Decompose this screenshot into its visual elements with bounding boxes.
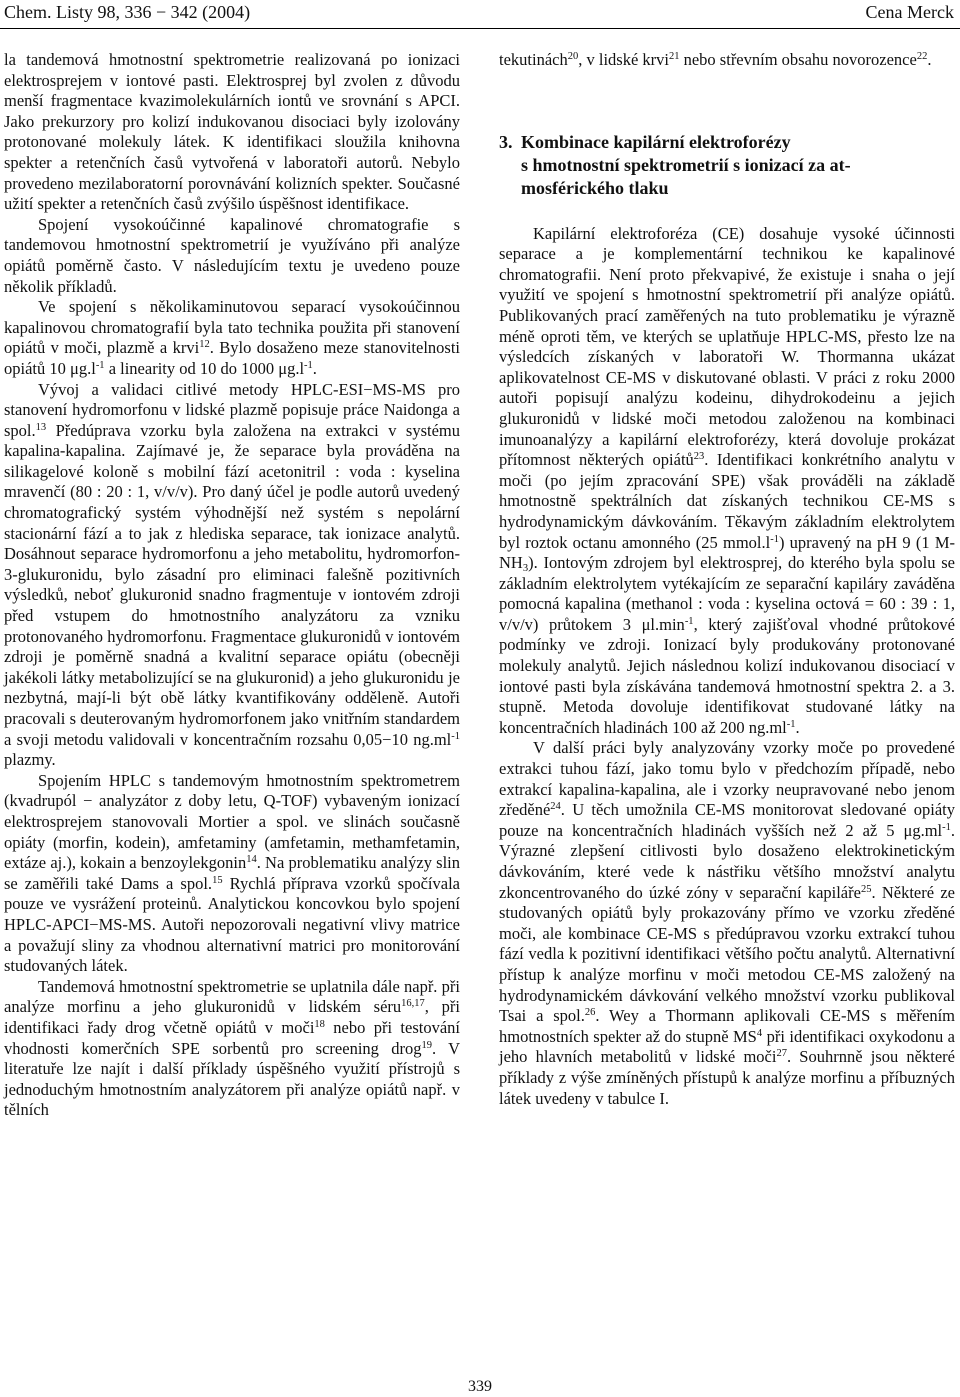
superscript: 4 xyxy=(756,1027,763,1039)
exponent: -1 xyxy=(786,718,796,730)
reference-25: 25 xyxy=(860,883,872,895)
section-title-line: Kombinace kapilární elektroforézy xyxy=(521,131,791,152)
reference-18: 18 xyxy=(314,1018,325,1030)
reference-14: 14 xyxy=(246,854,257,866)
exponent: -1 xyxy=(304,359,313,371)
reference-13: 13 xyxy=(35,421,47,433)
section-title-line: s hmotnostní spektrometrií s ionizací za at- xyxy=(521,154,851,175)
page-number: 339 xyxy=(468,1378,492,1395)
reference-19: 19 xyxy=(421,1039,432,1051)
left-column xyxy=(4,50,460,1121)
exponent: -1 xyxy=(942,821,951,833)
paragraph-ce-further: V další práci byly analyzovány vzorky moče po provedené extrakci tuhou fází, jako tomu bylo v předchozím případě, nebo extrakcí kapalina-kapalina, ale i vzorky neupravované nebo jenom zředěné$^{24}$. U těch umožnila CE-MS monitorovat sledované opiáty pouze na koncentračních hladinách vyšších než 2 až 5 $\mu g.ml^{-1}$. Výrazné zlepšení citlivosti bylo dosaženo elektrokinetickým dávkováním, které vede k nástřiku většího množství analytu zkoncentrovaného do úzké zóny v separační kapiláře$^{25}$. Některé ze studovaných opiátů byly prokazovány přímo ve vzorku zředěné moči, ale kombinace CE-MS s předúpravou vzorku extrakcí tuhou fází vedla k pozitivní identifikaci většího počtu analytů. Alternativní přístup k analýze morfinu v moči metodou CE-MS založený na hydrodynamickém dávkování velkého množství vzorku publikoval Tsai a spol.$^{26}$. Wey a Thormann aplikovali CE-MS s měřením hmotnostních spekter až do stupně $MS^4$ při identifikaci oxykodonu a jeho hlavních metabolitů v lidské moči$^{27}$. Souhrnně jsou některé příklady z výše zmíněných přístupů k analýze morfinu a příbuzných látek uvedeny v tabulce I. xyxy=(499,738,955,1108)
section-title-line: mosférického tlaku xyxy=(521,177,669,198)
reference-23: 23 xyxy=(693,451,705,463)
running-header xyxy=(0,0,960,28)
header-rule xyxy=(0,28,960,29)
reference-24: 24 xyxy=(550,801,561,813)
exponent: -1 xyxy=(95,359,105,371)
section-number: 3. xyxy=(499,131,513,152)
exponent: -1 xyxy=(684,615,694,627)
reference-22: 22 xyxy=(916,51,928,62)
subscript: 3 xyxy=(522,563,529,575)
paragraph-separation: Ve spojení s několikaminutovou separací vysokoúčinnou kapalinovou chromatografií byla tato technika použita při stanovení opiátů v moči, plazmě a krvi$^{12}$. Bylo dosaženo meze stanovitelnosti opiátů 10 $\mu g.l^{-1}$ a linearity od 10 do 1000 $\mu g.l^{-1}$. xyxy=(4,297,460,378)
reference-12: 12 xyxy=(199,339,210,351)
reference-16-17: 16,17 xyxy=(401,998,425,1010)
paragraph-qtof: Spojením HPLC s tandemovým hmotnostním spektrometrem (kvadrupól − analyzátor z doby letu, Q-TOF) vybaveným ionizací elektrosprejem stanovovali Mortier a spol. ve slinách současně opiáty (morfin, kodein), amfetaminy (amfetamin, methamfetamin, extáze aj.), kokain a benzoylekgonin$^{14}$. Na problematiku analýzy slin se zaměřili také Dams a spol.$^{15}$ Rychlá příprava vzorků spočívala pouze ve vysrážení proteinů. Analytickou koncovkou bylo spojení HPLC-APCI−MS-MS. Autoři nepozorovali negativní vlivy matrice a považují sliny za vhodnou alternativní matrici pro monitorování studovaných látek. xyxy=(4,770,460,976)
paragraph-hplc-intro: Spojení vysokoúčinné kapalinové chromatografie s tandemovou hmotnostní spektrometrií je využíváno při analýze opiátů poměrně často. V následujícím textu je uvedeno pouze několik příkladů. xyxy=(4,214,460,296)
reference-21: 21 xyxy=(668,51,680,62)
paragraph-continued: tekutinách$^{20}$, v lidské krvi$^{21}$ nebo střevním obsahu novorozence$^{22}$. xyxy=(499,50,932,69)
publisher-label: Cena Merck xyxy=(865,2,954,22)
paragraph-ce-intro: Kapilární elektroforéza (CE) dosahuje vysoké účinnosti separace a je komplementární technikou ke kapalinové chromatografii. Není proto překvapivé, že existuje i snaha o její využití ve spojení s hmotnostní spektrometrií při analýze opiátů. Publikovaných prací zaměřených na tuto problematiku je výrazně méně oproti těm, ve kterých se uplatňuje HPLC-MS, přesto lze na výsledcích získaných v laboratoři W. Thormanna ukázat aplikovatelnost CE-MS v diskutované oblasti. V práci z roku 2000 autoři popisují analýzu kodeinu, dihydrokodeinu a jejich glukuronidů v lidské moči metodou založenou na kombinaci imunoanalýzy a kapilární elektroforézy, která dovoluje prokázat přítomnost některých opiátů$^{23}$. Identifikaci konkrétního analytu v moči (po jejím zpracování SPE) však prováděli na základě hmotnostně spektrálních dat získaných technikou CE-MS s hydrodynamickým dávkováním. Těkavým základním elektrolytem byl roztok octanu amonného (25 $mmol.l^{-1}$) upravený na pH 9 (1 $M-NH_3$). Iontovým zdrojem byl elektrosprej, do kterého byla spolu se základním elektrolytem vytékajícím ze separační kapiláry zaváděna pomocná kapalina (methanol : voda : kyselina octová = 60 : 39 : 1, v/v/v) průtokem 3 $\mu l.\min^{-1}$, který zajišťoval vhodné průtokové podmínky ve zdroji. Ionizací byly produkovány protonované molekuly analytů. Jejich následnou kolizí indukovanou disociací v iontové pasti byla získávána tandemová hmotnostní spektra 2. a 3. stupně. Metoda dovoluje identifikovat studované látky na koncentračních hladinách 100 až 200 $ng.ml^{-1}$. xyxy=(499,223,956,737)
paragraph-hydromorphone: Vývoj a validaci citlivé metody HPLC-ESI−MS-MS pro stanovení hydromorfonu v lidské plazmě popisuje práce Naidonga a spol.$^{13}$ Předúprava vzorku byla založena na extrakci v systému kapalina-kapalina. Zajímavé je, že separace byla prováděna na silikagelové koloně s mobilní fází acetonitril : voda : kyselina mravenčí (80 : 20 : 1, v/v/v). Pro daný účel je podle autorů uvedený chromatografický systém výhodnější než systém s nepolární stacionární fází a to jak z hlediska separace, tak ionizace analytů. Dosáhnout separace hydromorfonu a jeho metabolitu, hydromorfon-3-glukuronidu, bylo zásadní pro eliminaci falešně pozitivních výsledků, neboť glukuronid snadno fragmentuje v iontovém zdroji před vstupem do hmotnostního analyzátoru za vzniku protonovaného hydromorfonu. Fragmentace glukuronidů v iontovém zdroji je poměrně snadná a kvalitní separace opiátu (obecněji jakékoli látky metabolizující se na glukuronid) a jeho glukuronidu je nezbytná, mají-li být obě látky kvantifikovány odděleně. Autoři pracovali s deuterovaným hydromorfonem jako vnitřním standardem a svoji metodu validovali v koncentračním rozsahu 0,05−10 $ng.ml^{-1}$ plazmy. xyxy=(4,379,460,770)
paragraph-continued: la tandemová hmotnostní spektrometrie realizovaná po ionizaci elektrosprejem v iontové pasti. Elektrosprej byl zvolen z důvodu menší fragmentace kvazimolekulárních iontů ve srovnání s APCI. Jako prekurzory pro kolizí indukovanou disociaci byly izolovány protonované molekuly látek. K identifikaci sloužila knihovna spekter a retenčních časů vytvořená v laboratoři autorů. Nebylo provedeno mezilaboratorní porovnávání kolizních spekter. Současné užití spekter a retenčních časů zvýšilo úspěšnost identifikace. xyxy=(4,50,460,214)
exponent: -1 xyxy=(770,533,779,545)
reference-15: 15 xyxy=(212,874,223,886)
reference-20: 20 xyxy=(567,51,579,62)
right-column xyxy=(499,50,955,1109)
exponent: -1 xyxy=(451,730,460,742)
reference-27: 27 xyxy=(776,1048,787,1060)
journal-citation: Chem. Listy 98, 336 − 342 (2004) xyxy=(4,2,251,22)
paragraph-tandem-ms: Tandemová hmotnostní spektrometrie se uplatnila dále např. při analýze morfinu a jeho glukuronidů v lidském séru$^{16,17}$, při identifikaci řady drog včetně opiátů v moči$^{18}$ nebo při testování vhodnosti komerčních SPE sorbentů pro screening drog$^{19}$. V literatuře lze najít i další příklady úspěšného využití přístrojů s jednoduchým hmotnostním analyzátorem při analýze opiátů např. v tělních xyxy=(4,976,460,1120)
section-heading xyxy=(499,131,955,200)
reference-26: 26 xyxy=(584,1007,596,1019)
